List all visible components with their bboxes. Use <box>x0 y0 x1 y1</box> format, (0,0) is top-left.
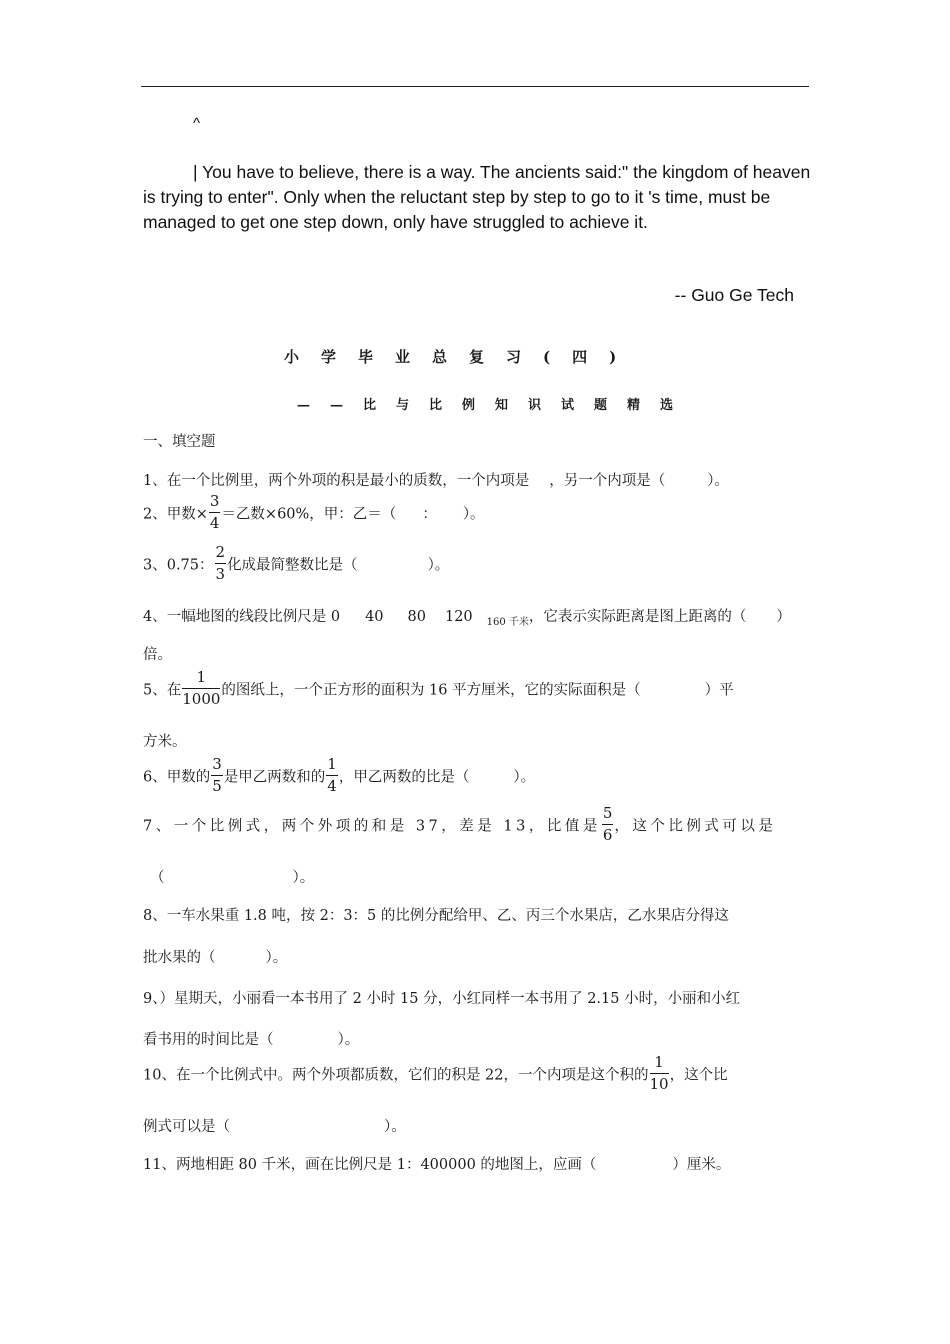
q2-text-b: ＝乙数×60%，甲：乙＝（ <box>221 506 397 523</box>
question-5-line-2: 方米。 <box>143 734 187 750</box>
q8-text-b: 批水果的（ <box>143 950 216 966</box>
q10-text-b: ，这个比 <box>669 1067 728 1084</box>
q9-text-b: 看书用的时间比是（ <box>143 1032 274 1048</box>
q8-text-c: ）。 <box>265 950 288 966</box>
document-title: 小学毕业总复习(四) <box>284 348 639 366</box>
question-9-line-2 <box>143 1028 359 1049</box>
question-6 <box>143 755 536 796</box>
q1-text-b: ，另一个内项是（ <box>549 473 666 489</box>
q4-text-b: ，它表示实际距离是图上距离的（ <box>528 609 747 625</box>
q2-frac-num: 3 <box>209 494 221 513</box>
q1-text-c: ）。 <box>707 473 729 489</box>
q4-scale-80: 80 <box>407 609 426 625</box>
quote-signature: -- Guo Ge Tech <box>674 285 794 305</box>
section-heading: 一、填空题 <box>143 434 216 450</box>
q5-frac-num: 1 <box>182 670 220 689</box>
q7-fraction <box>602 806 614 843</box>
header-rule <box>141 86 809 87</box>
question-1 <box>143 469 729 490</box>
document-subtitle: ——比与比例知识试题精选 <box>297 398 694 413</box>
q7-text-d: ）。 <box>292 870 315 886</box>
q6-frac2-den: 4 <box>327 777 337 795</box>
q6-text-d: ）。 <box>513 769 536 786</box>
q3-text-c: ）。 <box>427 557 450 574</box>
question-9-line-1: 9、）星期天，小丽看一本书用了 2 小时 15 分，小红同样一本书用了 2.15 小时，小丽和小红 <box>143 991 741 1007</box>
q10-text-d: ）。 <box>384 1119 406 1135</box>
q3-fraction <box>215 545 227 582</box>
q10-frac-den: 10 <box>649 1075 669 1093</box>
q4-scale-40: 40 <box>365 609 384 625</box>
q5-fraction <box>182 670 220 707</box>
q5-frac-den: 1000 <box>182 690 221 708</box>
question-11 <box>143 1153 730 1174</box>
q6-frac2-num: 1 <box>326 757 338 776</box>
motivational-quote: | You have to believe, there is a way. The ancients said:" the kingdom of heaven is trying to enter". Only when the reluctant step by step to go to it 's time, must be managed to get one step down, only have struggled to achieve it. <box>143 162 811 232</box>
question-4-line-2: 倍。 <box>143 647 172 663</box>
q6-fraction-1 <box>211 757 223 794</box>
q3-text-a: 3、0.75： <box>143 557 214 574</box>
q7-frac-num: 5 <box>602 806 614 825</box>
q6-frac1-den: 5 <box>212 777 222 795</box>
q11-text-a: 11、两地相距 80 千米，画在比例尺是 1：400000 的地图上，应画（ <box>143 1157 597 1173</box>
q6-frac1-num: 3 <box>211 757 223 776</box>
question-10-line-2 <box>143 1115 406 1136</box>
q2-text-a: 2、甲数× <box>143 506 208 523</box>
q6-fraction-2 <box>326 757 338 794</box>
q10-text-a: 10、在一个比例式中。两个外项都质数，它们的积是 22，一个内项是这个积的 <box>143 1067 649 1084</box>
q2-fraction <box>209 494 221 531</box>
q6-text-a: 6、甲数的 <box>143 769 211 786</box>
question-3 <box>143 543 450 584</box>
q2-text-c: ： <box>422 506 437 523</box>
question-5-line-1 <box>143 668 734 709</box>
q5-text-c: ）平 <box>704 682 734 699</box>
question-7-line-1 <box>143 804 777 845</box>
question-4-line-1 <box>143 605 791 626</box>
question-7-line-2 <box>150 866 314 887</box>
q10-frac-num: 1 <box>650 1055 669 1074</box>
q2-frac-den: 4 <box>209 514 220 532</box>
q7-frac-den: 6 <box>602 826 613 844</box>
q5-text-b: 的图纸上，一个正方形的面积为 16 平方厘米，它的实际面积是（ <box>221 682 641 699</box>
question-8-line-1: 8、一车水果重 1.8 吨，按 2：3：5 的比例分配给甲、乙、丙三个水果店，乙水果店分得这 <box>143 908 729 924</box>
q4-text-c: ） <box>776 609 791 625</box>
q5-text-a: 5、在 <box>143 682 182 699</box>
q3-frac-den: 3 <box>215 565 226 583</box>
q10-text-c: 例式可以是（ <box>143 1119 230 1135</box>
q3-text-b: 化成最简整数比是（ <box>227 557 358 574</box>
q7-text-a: 7、一个比例式，两个外项的和是 37，差是 13，比值是 <box>143 818 601 835</box>
q3-frac-num: 2 <box>215 545 227 564</box>
q9-text-c: ）。 <box>337 1032 360 1048</box>
q7-text-b: ，这个比例式可以是 <box>614 818 777 835</box>
q6-text-c: ，甲乙两数的比是（ <box>338 769 470 786</box>
q7-text-c: （ <box>150 870 165 886</box>
question-2 <box>143 492 485 533</box>
caret-mark: ^ <box>193 115 201 132</box>
q2-text-d: ）。 <box>462 506 485 523</box>
q4-scale-120: 120 <box>444 609 473 625</box>
q11-text-b: ）厘米。 <box>672 1157 731 1173</box>
q4-scale-160: 160 千米 <box>486 617 529 628</box>
q10-fraction <box>650 1055 669 1092</box>
q1-text-a: 1、在一个比例里，两个外项的积是最小的质数，一个内项是 <box>143 473 530 489</box>
q4-text-a: 4、一幅地图的线段比例尺是 0 <box>143 609 341 625</box>
q6-text-b: 是甲乙两数和的 <box>223 769 326 786</box>
question-8-line-2 <box>143 946 287 967</box>
question-10-line-1 <box>143 1053 728 1094</box>
